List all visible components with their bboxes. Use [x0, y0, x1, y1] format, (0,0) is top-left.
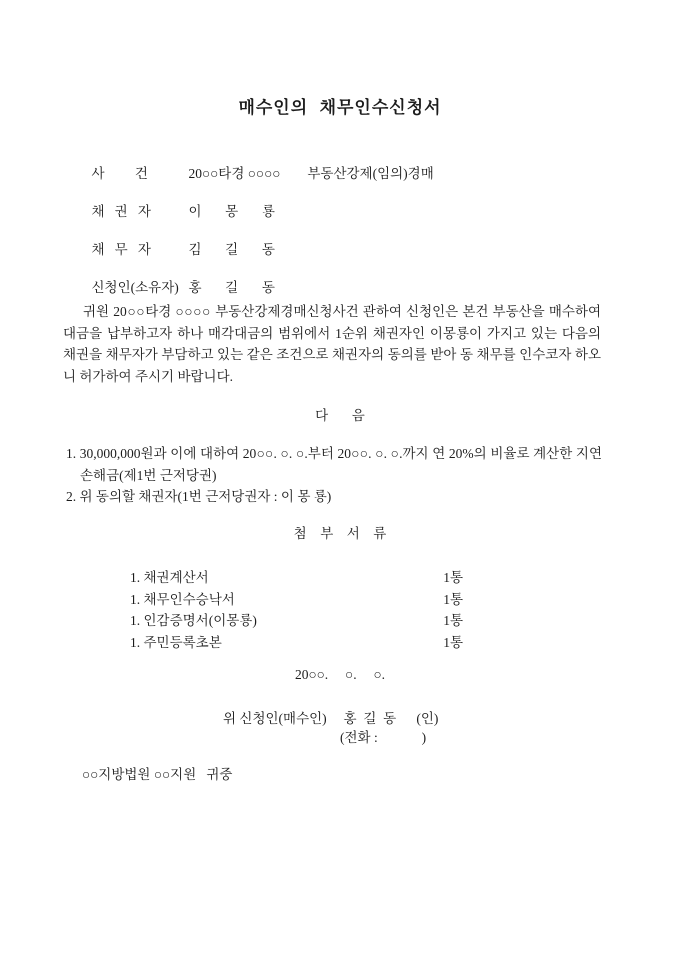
- attachment-row: [130, 567, 463, 589]
- attachment-name: 1. 채무인수승낙서: [130, 591, 235, 607]
- attachment-count: 1통: [443, 634, 463, 650]
- attachment-name: 1. 인감증명서(이몽룡): [130, 613, 257, 628]
- debtor-label: 채 무 자: [91, 242, 151, 257]
- details-section-heading: 다 음: [315, 408, 365, 423]
- applicant-value: 홍 길 동: [188, 280, 275, 295]
- attachment-row: [130, 632, 463, 654]
- creditor-value: 이 몽 룡: [188, 204, 275, 219]
- detail-item-1-number: 1.: [66, 446, 77, 461]
- detail-item-1-text: 30,000,000원과 이에 대하여 20○○. ○. ○.부터 20○○. ○. ○.까지 연 20%의 비율로 계산한 지연손해금(제1번 근저당권): [79, 446, 603, 483]
- detail-item-1: [66, 443, 602, 486]
- detail-item-2-text: 위 동의할 채권자(1번 근저당권자 : 이 몽 룡): [79, 489, 332, 504]
- attachment-row: [130, 589, 463, 611]
- document-title: 매수인의 채무인수신청서: [238, 98, 442, 117]
- signer-line: 위 신청인(매수인) 홍 길 동 (인): [223, 711, 439, 726]
- case-value: 20○○타경 ○○○○ 부동산강제(임의)경매: [188, 166, 434, 181]
- attachment-count: 1통: [443, 591, 463, 607]
- detail-item-2-number: 2.: [66, 489, 77, 504]
- attachments-list: [130, 567, 463, 653]
- attachment-row: [130, 610, 463, 632]
- attachment-name: 1. 주민등록초본: [130, 634, 222, 650]
- applicant-label: 신청인(소유자): [91, 280, 179, 295]
- phone-line: (전화 : ): [340, 730, 427, 745]
- detail-item-2: [66, 486, 602, 508]
- creditor-label: 채 권 자: [91, 204, 151, 219]
- document-date: 20○○. ○. ○.: [295, 667, 385, 682]
- addressed-court: ○○지방법원 ○○지원 귀중: [82, 767, 233, 782]
- case-label: 사 건: [91, 166, 148, 181]
- petition-body-paragraph: 귀원 20○○타경 ○○○○ 부동산강제경매신청사건 관하여 신청인은 본건 부동산을 매수하여 대금을 납부하고자 하나 매각대금의 범위에서 1순위 채권자인 이몽룡이 가지고 있는 다음의 채권을 채무자가 부담하고 있는 같은 조건으로 채권자의 동의를 받아 동 채무를 인수코자 하오니 허가하여 주시기 바랍니다.: [63, 304, 601, 384]
- attachments-section-heading: 첨 부 서 류: [293, 526, 387, 541]
- attachment-name: 1. 채권계산서: [130, 570, 209, 585]
- attachment-count: 1통: [443, 613, 463, 628]
- details-list: [66, 443, 602, 508]
- debtor-value: 김 길 동: [188, 242, 275, 257]
- attachment-count: 1통: [443, 570, 463, 585]
